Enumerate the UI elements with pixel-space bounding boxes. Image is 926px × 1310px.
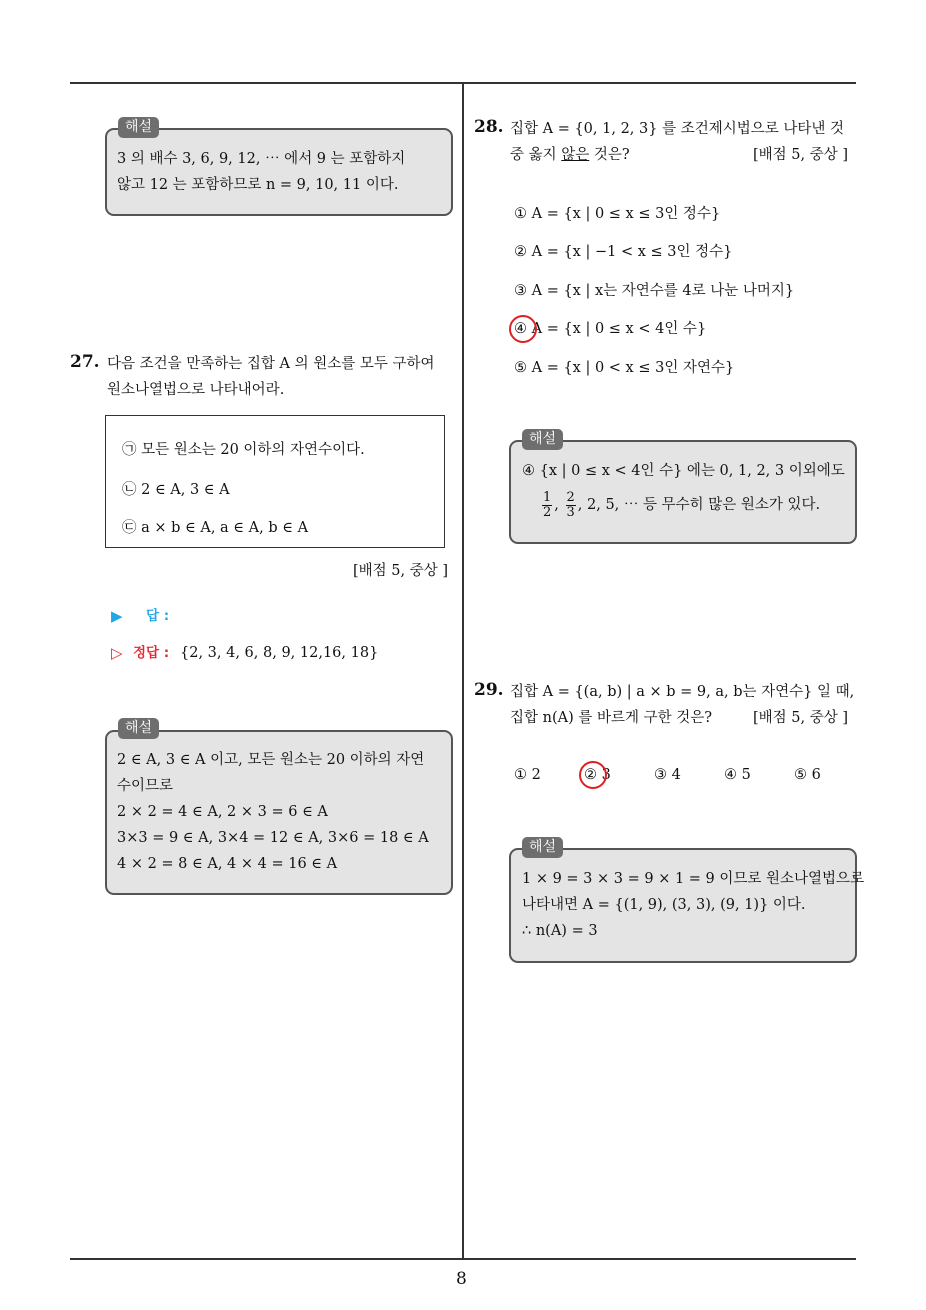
solution-line: 수이므로 xyxy=(117,778,174,794)
solution-line: ④ {x | 0 ≤ x < 4인 수} 에는 0, 1, 2, 3 이외에도 xyxy=(522,463,845,479)
condition-item: ㉡ 2 ∈ A, 3 ∈ A xyxy=(122,482,230,498)
solution-tag: 해설 xyxy=(522,429,563,450)
solution-tag: 해설 xyxy=(522,837,563,858)
option-item: ① A = {x | 0 ≤ x ≤ 3인 정수} xyxy=(514,206,721,222)
correct-marker: ▷ xyxy=(111,644,123,662)
option-item: ③ A = {x | x는 자연수를 4로 나눈 나머지} xyxy=(514,283,795,299)
score-label: [배점 5, 중상 ] xyxy=(753,710,849,726)
question-text: 원소나열법으로 나타내어라. xyxy=(107,382,285,398)
option-item: ⑤ 6 xyxy=(794,767,821,783)
solution-line: 4 × 2 = 8 ∈ A, 4 × 4 = 16 ∈ A xyxy=(117,856,338,872)
question-number: 27. xyxy=(70,352,100,372)
question-text: 집합 n(A) 를 바르게 구한 것은? xyxy=(510,710,713,726)
option-item: ① 2 xyxy=(514,767,541,783)
question-number: 28. xyxy=(474,117,504,137)
correct-label: 정답 : xyxy=(133,645,170,661)
option-item: ② 3 xyxy=(584,767,611,783)
option-item: ④ A = {x | 0 ≤ x < 4인 수} xyxy=(514,321,707,337)
question-text: 다음 조건을 만족하는 집합 A 의 원소를 모두 구하여 xyxy=(107,356,435,372)
option-item: ② A = {x | −1 < x ≤ 3인 정수} xyxy=(514,244,733,260)
solution-line: 2 ∈ A, 3 ∈ A 이고, 모든 원소는 20 이하의 자연 xyxy=(117,752,425,768)
solution-line: 3×3 = 9 ∈ A, 3×4 = 12 ∈ A, 3×6 = 18 ∈ A xyxy=(117,830,429,846)
column-divider xyxy=(462,84,464,1260)
solution-tag: 해설 xyxy=(118,718,159,739)
answer-label: 답 : xyxy=(146,608,170,624)
condition-item: ㉠ 모든 원소는 20 이하의 자연수이다. xyxy=(122,442,365,458)
fraction: $\frac{2}{3}$ xyxy=(566,489,575,520)
answer-marker: ▶ xyxy=(111,607,123,625)
option-item: ③ 4 xyxy=(654,767,681,783)
option-item: ⑤ A = {x | 0 < x ≤ 3인 자연수} xyxy=(514,360,735,376)
bottom-rule xyxy=(70,1258,856,1260)
question-text: 중 옳지 않은 것은? xyxy=(510,147,630,163)
solution-line: 나타내면 A = {(1, 9), (3, 3), (9, 1)} 이다. xyxy=(522,897,806,913)
question-text: 집합 A = {0, 1, 2, 3} 를 조건제시법으로 나타낸 것 xyxy=(510,121,844,137)
page-number: 8 xyxy=(456,1269,467,1289)
solution-line: ∴ n(A) = 3 xyxy=(522,923,598,939)
solution-line: 않고 12 는 포함하므로 n = 9, 10, 11 이다. xyxy=(117,177,399,193)
answer-circle-mark xyxy=(579,761,607,789)
correct-value: {2, 3, 4, 6, 8, 9, 12,16, 18} xyxy=(180,645,379,661)
solution-line: 2 × 2 = 4 ∈ A, 2 × 3 = 6 ∈ A xyxy=(117,804,328,820)
answer-circle-mark xyxy=(509,315,537,343)
question-text: 집합 A = {(a, b) | a × b = 9, a, b는 자연수} 일 때, xyxy=(510,684,855,700)
score-label: [배점 5, 중상 ] xyxy=(353,563,449,579)
solution-line: 1 × 9 = 3 × 3 = 9 × 1 = 9 이므로 원소나열법으로 xyxy=(522,871,865,887)
question-number: 29. xyxy=(474,680,504,700)
solution-tag: 해설 xyxy=(118,117,159,138)
score-label: [배점 5, 중상 ] xyxy=(753,147,849,163)
option-item: ④ 5 xyxy=(724,767,751,783)
solution-line: $\frac{1}{2}$ , $\frac{2}{3}$ , 2, 5, ⋯ 등 무수히 많은 원소가 있다. xyxy=(543,489,821,520)
solution-line: 3 의 배수 3, 6, 9, 12, ⋯ 에서 9 는 포함하지 xyxy=(117,151,406,167)
condition-item: ㉢ a × b ∈ A, a ∈ A, b ∈ A xyxy=(122,520,309,536)
fraction: $\frac{1}{2}$ xyxy=(543,489,552,520)
